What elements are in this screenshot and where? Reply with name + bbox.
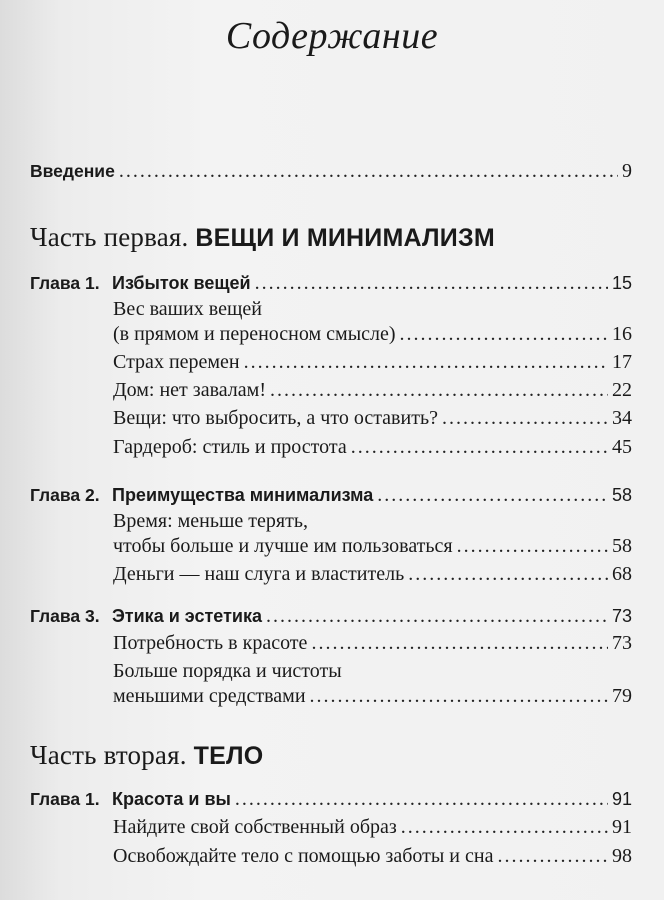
toc-chapter[interactable] [30,484,632,507]
chapter-title: Этика и эстетика [112,606,262,626]
toc-section[interactable] [113,436,632,459]
dot-leader [377,484,608,507]
section-title: Дом: нет завалам! [113,379,266,401]
part-label: Часть вторая. [30,740,187,770]
toc-chapter[interactable] [30,272,632,295]
toc-section[interactable] [113,323,632,346]
toc-section[interactable] [113,685,632,708]
dot-leader [255,272,608,295]
section-title: чтобы больше и лучше им пользоваться [113,535,453,557]
part-heading-2 [30,740,263,771]
section-title: Освобождайте тело с помощью заботы и сна [113,845,494,867]
chapter-label: Глава 3. [30,606,100,626]
toc-entry-intro[interactable] [30,160,632,183]
toc-section[interactable] [113,535,632,558]
dot-leader [244,351,608,374]
toc-section[interactable] [113,563,632,586]
section-title: Деньги — наш слуга и властитель [113,563,405,585]
dot-leader [457,535,608,558]
entry-title: Введение [30,161,115,181]
dot-leader [497,845,608,868]
section-title: Гардероб: стиль и простота [113,436,347,458]
toc-section[interactable] [113,816,632,839]
section-title: меньшими средствами [113,685,306,707]
chapter-title: Преимущества минимализма [112,485,374,505]
page-number: 73 [611,606,632,626]
dot-leader [310,685,608,708]
part-heading-1 [30,222,495,253]
toc-section[interactable] [113,845,632,868]
part-label: Часть первая. [30,222,189,252]
section-title-line1: Больше порядка и чистоты [113,660,342,682]
page-number: 79 [612,685,632,707]
dot-leader [235,788,608,811]
page-number: 58 [611,485,632,505]
section-title: Найдите свой собственный образ [113,816,397,838]
dot-leader [400,323,608,346]
page-number: 15 [611,273,632,293]
page-title: Содержание [225,15,439,57]
section-title: Страх перемен [113,351,240,373]
toc-section[interactable] [113,632,632,655]
section-title-line1: Время: меньше терять, [113,510,308,532]
part-name: ВЕЩИ И МИНИМАЛИЗМ [195,224,495,252]
page-number: 9 [622,160,632,182]
section-title: (в прямом и переносном смысле) [113,323,396,345]
dot-leader [119,160,618,183]
toc-chapter[interactable] [30,605,632,628]
section-title-line1: Вес ваших вещей [113,298,262,320]
toc-chapter[interactable] [30,788,632,811]
dot-leader [270,379,608,402]
chapter-label: Глава 1. [30,789,100,809]
chapter-title: Красота и вы [112,789,231,809]
page-number: 45 [612,436,632,458]
page-number: 16 [612,323,632,345]
chapter-label: Глава 2. [30,485,100,505]
toc-section[interactable] [113,351,632,374]
page-number: 73 [612,632,632,654]
page-number: 91 [611,789,632,809]
section-title: Вещи: что выбросить, а что оставить? [113,407,438,429]
dot-leader [266,605,608,628]
page-number: 34 [612,407,632,429]
section-title: Потребность в красоте [113,632,308,654]
dot-leader [401,816,608,839]
dot-leader [351,436,608,459]
page-number: 68 [612,563,632,585]
chapter-label: Глава 1. [30,273,100,293]
page-number: 17 [612,351,632,373]
page-number: 91 [612,816,632,838]
dot-leader [311,632,608,655]
dot-leader [408,563,608,586]
page-number: 22 [612,379,632,401]
chapter-title: Избыток вещей [112,273,251,293]
dot-leader [442,407,608,430]
toc-section[interactable] [113,379,632,402]
page-number: 58 [612,535,632,557]
page-number: 98 [612,845,632,867]
part-name: ТЕЛО [193,742,264,770]
toc-section[interactable] [113,407,632,430]
